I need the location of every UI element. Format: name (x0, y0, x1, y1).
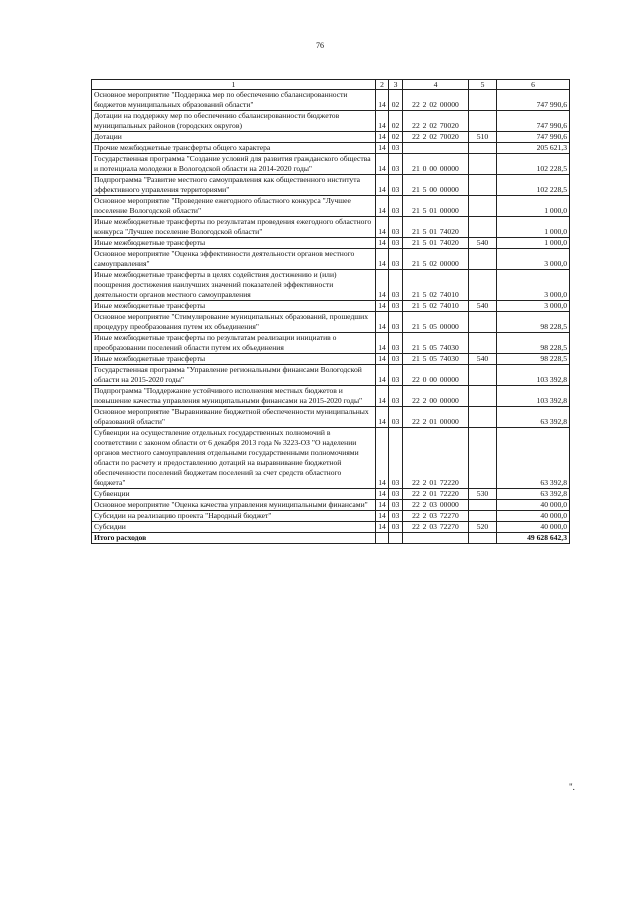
section-code: 14 (376, 365, 389, 386)
target-article-code: 21 5 01 74020 (403, 238, 469, 249)
header-row (92, 80, 570, 90)
section-code: 14 (376, 217, 389, 238)
table-row (92, 143, 570, 154)
item-name: Основное мероприятие "Поддержка мер по обеспечению сбалансированности бюджетов муниципальных образований области" (92, 90, 376, 111)
item-name: Иные межбюджетные трансферты (92, 238, 376, 249)
table-row (92, 522, 570, 533)
subsection-code: 03 (389, 489, 403, 500)
amount: 63 392,8 (497, 407, 570, 428)
table-row (92, 238, 570, 249)
target-article-code: 22 2 02 70020 (403, 111, 469, 132)
amount: 40 000,0 (497, 522, 570, 533)
target-article-code: 21 5 05 74030 (403, 333, 469, 354)
table-row (92, 154, 570, 175)
amount: 102 228,5 (497, 175, 570, 196)
table-row (92, 217, 570, 238)
item-name: Основное мероприятие "Оценка эффективности деятельности органов местного самоуправления" (92, 249, 376, 270)
expense-type-code (469, 111, 497, 132)
column-header: 3 (389, 80, 403, 90)
target-article-code: 21 5 02 74010 (403, 270, 469, 301)
subsection-code: 03 (389, 354, 403, 365)
expense-type-code (469, 217, 497, 238)
expense-type-code (469, 270, 497, 301)
amount: 98 228,5 (497, 333, 570, 354)
total-row (92, 533, 570, 544)
expense-type-code (469, 143, 497, 154)
section-code: 14 (376, 522, 389, 533)
empty-cell (389, 533, 403, 544)
closing-quote: ". (569, 782, 575, 792)
target-article-code: 21 5 02 00000 (403, 249, 469, 270)
amount: 3 000,0 (497, 270, 570, 301)
expense-type-code (469, 386, 497, 407)
item-name: Государственная программа "Управление региональными финансами Вологодской области на 2015-2020 годы" (92, 365, 376, 386)
section-code: 14 (376, 175, 389, 196)
section-code: 14 (376, 90, 389, 111)
expense-type-code: 520 (469, 522, 497, 533)
empty-cell (469, 533, 497, 544)
section-code: 14 (376, 143, 389, 154)
amount: 205 621,3 (497, 143, 570, 154)
target-article-code: 21 5 05 74030 (403, 354, 469, 365)
amount: 103 392,8 (497, 365, 570, 386)
target-article-code: 22 2 03 72270 (403, 522, 469, 533)
table-row (92, 175, 570, 196)
subsection-code: 03 (389, 196, 403, 217)
subsection-code: 03 (389, 522, 403, 533)
target-article-code: 22 2 00 00000 (403, 386, 469, 407)
subsection-code: 03 (389, 270, 403, 301)
empty-cell (403, 533, 469, 544)
target-article-code: 21 5 01 00000 (403, 196, 469, 217)
subsection-code: 03 (389, 511, 403, 522)
amount: 63 392,8 (497, 428, 570, 489)
section-code: 14 (376, 111, 389, 132)
expense-type-code (469, 500, 497, 511)
table-row (92, 428, 570, 489)
target-article-code: 22 2 01 00000 (403, 407, 469, 428)
section-code: 14 (376, 238, 389, 249)
table-row (92, 386, 570, 407)
item-name: Иные межбюджетные трансферты (92, 354, 376, 365)
table-row (92, 407, 570, 428)
section-code: 14 (376, 196, 389, 217)
item-name: Основное мероприятие "Оценка качества управления муниципальными финансами" (92, 500, 376, 511)
page-number: 76 (316, 41, 324, 50)
item-name: Подпрограмма "Поддержание устойчивого исполнения местных бюджетов и повышение качества управления муниципальными финансами на 2015-2020 годы" (92, 386, 376, 407)
amount: 3 000,0 (497, 249, 570, 270)
table-row (92, 333, 570, 354)
table-row (92, 111, 570, 132)
target-article-code: 21 0 00 00000 (403, 154, 469, 175)
expense-type-code: 540 (469, 301, 497, 312)
table-row (92, 489, 570, 500)
expense-type-code (469, 154, 497, 175)
section-code: 14 (376, 270, 389, 301)
subsection-code: 03 (389, 407, 403, 428)
item-name: Субвенции на осуществление отдельных государственных полномочий в соответствии с законом области от 6 декабря 2013 года № 3223-ОЗ "О наделении органов местного самоуправления отдельными государственными полномочиями области по расчету и предоставлению дотаций на выравнивание бюджетной обеспеченности поселений бюджетам поселений за счет средств областного бюджета" (92, 428, 376, 489)
target-article-code: 21 5 01 74020 (403, 217, 469, 238)
target-article-code: 22 0 00 00000 (403, 365, 469, 386)
target-article-code: 21 5 05 00000 (403, 312, 469, 333)
amount: 103 392,8 (497, 386, 570, 407)
amount: 98 228,5 (497, 354, 570, 365)
item-name: Дотации на поддержку мер по обеспечению сбалансированности бюджетов муниципальных районов (городских округов) (92, 111, 376, 132)
section-code: 14 (376, 132, 389, 143)
subsection-code: 03 (389, 249, 403, 270)
amount: 1 000,0 (497, 238, 570, 249)
item-name: Субвенции (92, 489, 376, 500)
subsection-code: 03 (389, 154, 403, 175)
subsection-code: 03 (389, 175, 403, 196)
subsection-code: 03 (389, 238, 403, 249)
expense-type-code (469, 249, 497, 270)
amount: 63 392,8 (497, 489, 570, 500)
subsection-code: 03 (389, 500, 403, 511)
subsection-code: 03 (389, 301, 403, 312)
budget-expenditure-table (91, 79, 570, 544)
table-row (92, 270, 570, 301)
subsection-code: 02 (389, 132, 403, 143)
expense-type-code (469, 407, 497, 428)
item-name: Подпрограмма "Развитие местного самоуправления как общественного института эффективного управления территориями" (92, 175, 376, 196)
amount: 40 000,0 (497, 500, 570, 511)
section-code: 14 (376, 354, 389, 365)
subsection-code: 03 (389, 312, 403, 333)
table-row (92, 365, 570, 386)
expense-type-code (469, 428, 497, 489)
amount: 98 228,5 (497, 312, 570, 333)
item-name: Основное мероприятие "Выравнивание бюджетной обеспеченности муниципальных образований области" (92, 407, 376, 428)
item-name: Дотации (92, 132, 376, 143)
item-name: Иные межбюджетные трансферты по результатам реализации инициатив о преобразовании поселений области путем их объединения (92, 333, 376, 354)
item-name: Иные межбюджетные трансферты в целях содействия достижению и (или) поощрения достижения наилучших значений показателей эффективности деятельности органов местного самоуправления (92, 270, 376, 301)
table-row (92, 249, 570, 270)
target-article-code (403, 143, 469, 154)
total-label: Итого расходов (92, 533, 376, 544)
section-code: 14 (376, 511, 389, 522)
target-article-code: 22 2 01 72220 (403, 489, 469, 500)
amount: 747 990,6 (497, 111, 570, 132)
section-code: 14 (376, 333, 389, 354)
section-code: 14 (376, 489, 389, 500)
expense-type-code (469, 175, 497, 196)
amount: 1 000,0 (497, 217, 570, 238)
empty-cell (376, 533, 389, 544)
item-name: Государственная программа "Создание условий для развития гражданского общества и потенциала молодежи в Вологодской области на 2014-2020 годы" (92, 154, 376, 175)
table-row (92, 196, 570, 217)
table-row (92, 90, 570, 111)
section-code: 14 (376, 500, 389, 511)
total-amount: 49 628 642,3 (497, 533, 570, 544)
subsection-code: 03 (389, 333, 403, 354)
expense-type-code (469, 333, 497, 354)
expense-type-code (469, 511, 497, 522)
section-code: 14 (376, 154, 389, 175)
item-name: Прочие межбюджетные трансферты общего характера (92, 143, 376, 154)
item-name: Основное мероприятие "Проведение ежегодного областного конкурса "Лучшее поселение Вологодской области" (92, 196, 376, 217)
item-name: Иные межбюджетные трансферты (92, 301, 376, 312)
section-code: 14 (376, 312, 389, 333)
column-header: 2 (376, 80, 389, 90)
item-name: Иные межбюджетные трансферты по результатам проведения ежегодного областного конкурса "Лучшее поселение Вологодской области" (92, 217, 376, 238)
expense-type-code: 540 (469, 238, 497, 249)
target-article-code: 21 5 02 74010 (403, 301, 469, 312)
amount: 747 990,6 (497, 90, 570, 111)
subsection-code: 03 (389, 143, 403, 154)
target-article-code: 22 2 02 00000 (403, 90, 469, 111)
amount: 747 990,6 (497, 132, 570, 143)
expense-type-code (469, 196, 497, 217)
section-code: 14 (376, 386, 389, 407)
column-header: 4 (403, 80, 469, 90)
amount: 1 000,0 (497, 196, 570, 217)
table-row (92, 500, 570, 511)
amount: 102 228,5 (497, 154, 570, 175)
expense-type-code: 510 (469, 132, 497, 143)
table-row (92, 354, 570, 365)
expense-type-code: 530 (469, 489, 497, 500)
subsection-code: 03 (389, 365, 403, 386)
subsection-code: 03 (389, 217, 403, 238)
target-article-code: 22 2 03 72270 (403, 511, 469, 522)
section-code: 14 (376, 249, 389, 270)
subsection-code: 03 (389, 428, 403, 489)
target-article-code: 22 2 03 00000 (403, 500, 469, 511)
section-code: 14 (376, 407, 389, 428)
column-header: 1 (92, 80, 376, 90)
expense-type-code (469, 312, 497, 333)
item-name: Субсидии на реализацию проекта "Народный бюджет" (92, 511, 376, 522)
item-name: Субсидии (92, 522, 376, 533)
expense-type-code (469, 90, 497, 111)
subsection-code: 02 (389, 111, 403, 132)
column-header: 5 (469, 80, 497, 90)
subsection-code: 02 (389, 90, 403, 111)
amount: 3 000,0 (497, 301, 570, 312)
table-row (92, 132, 570, 143)
target-article-code: 22 2 02 70020 (403, 132, 469, 143)
target-article-code: 22 2 01 72220 (403, 428, 469, 489)
expense-type-code (469, 365, 497, 386)
amount: 40 000,0 (497, 511, 570, 522)
target-article-code: 21 5 00 00000 (403, 175, 469, 196)
section-code: 14 (376, 301, 389, 312)
column-header: 6 (497, 80, 570, 90)
item-name: Основное мероприятие "Стимулирование муниципальных образований, прошедших процедуру преобразования путем их объединения" (92, 312, 376, 333)
table-row (92, 511, 570, 522)
table-row (92, 312, 570, 333)
expense-type-code: 540 (469, 354, 497, 365)
section-code: 14 (376, 428, 389, 489)
subsection-code: 03 (389, 386, 403, 407)
table-row (92, 301, 570, 312)
